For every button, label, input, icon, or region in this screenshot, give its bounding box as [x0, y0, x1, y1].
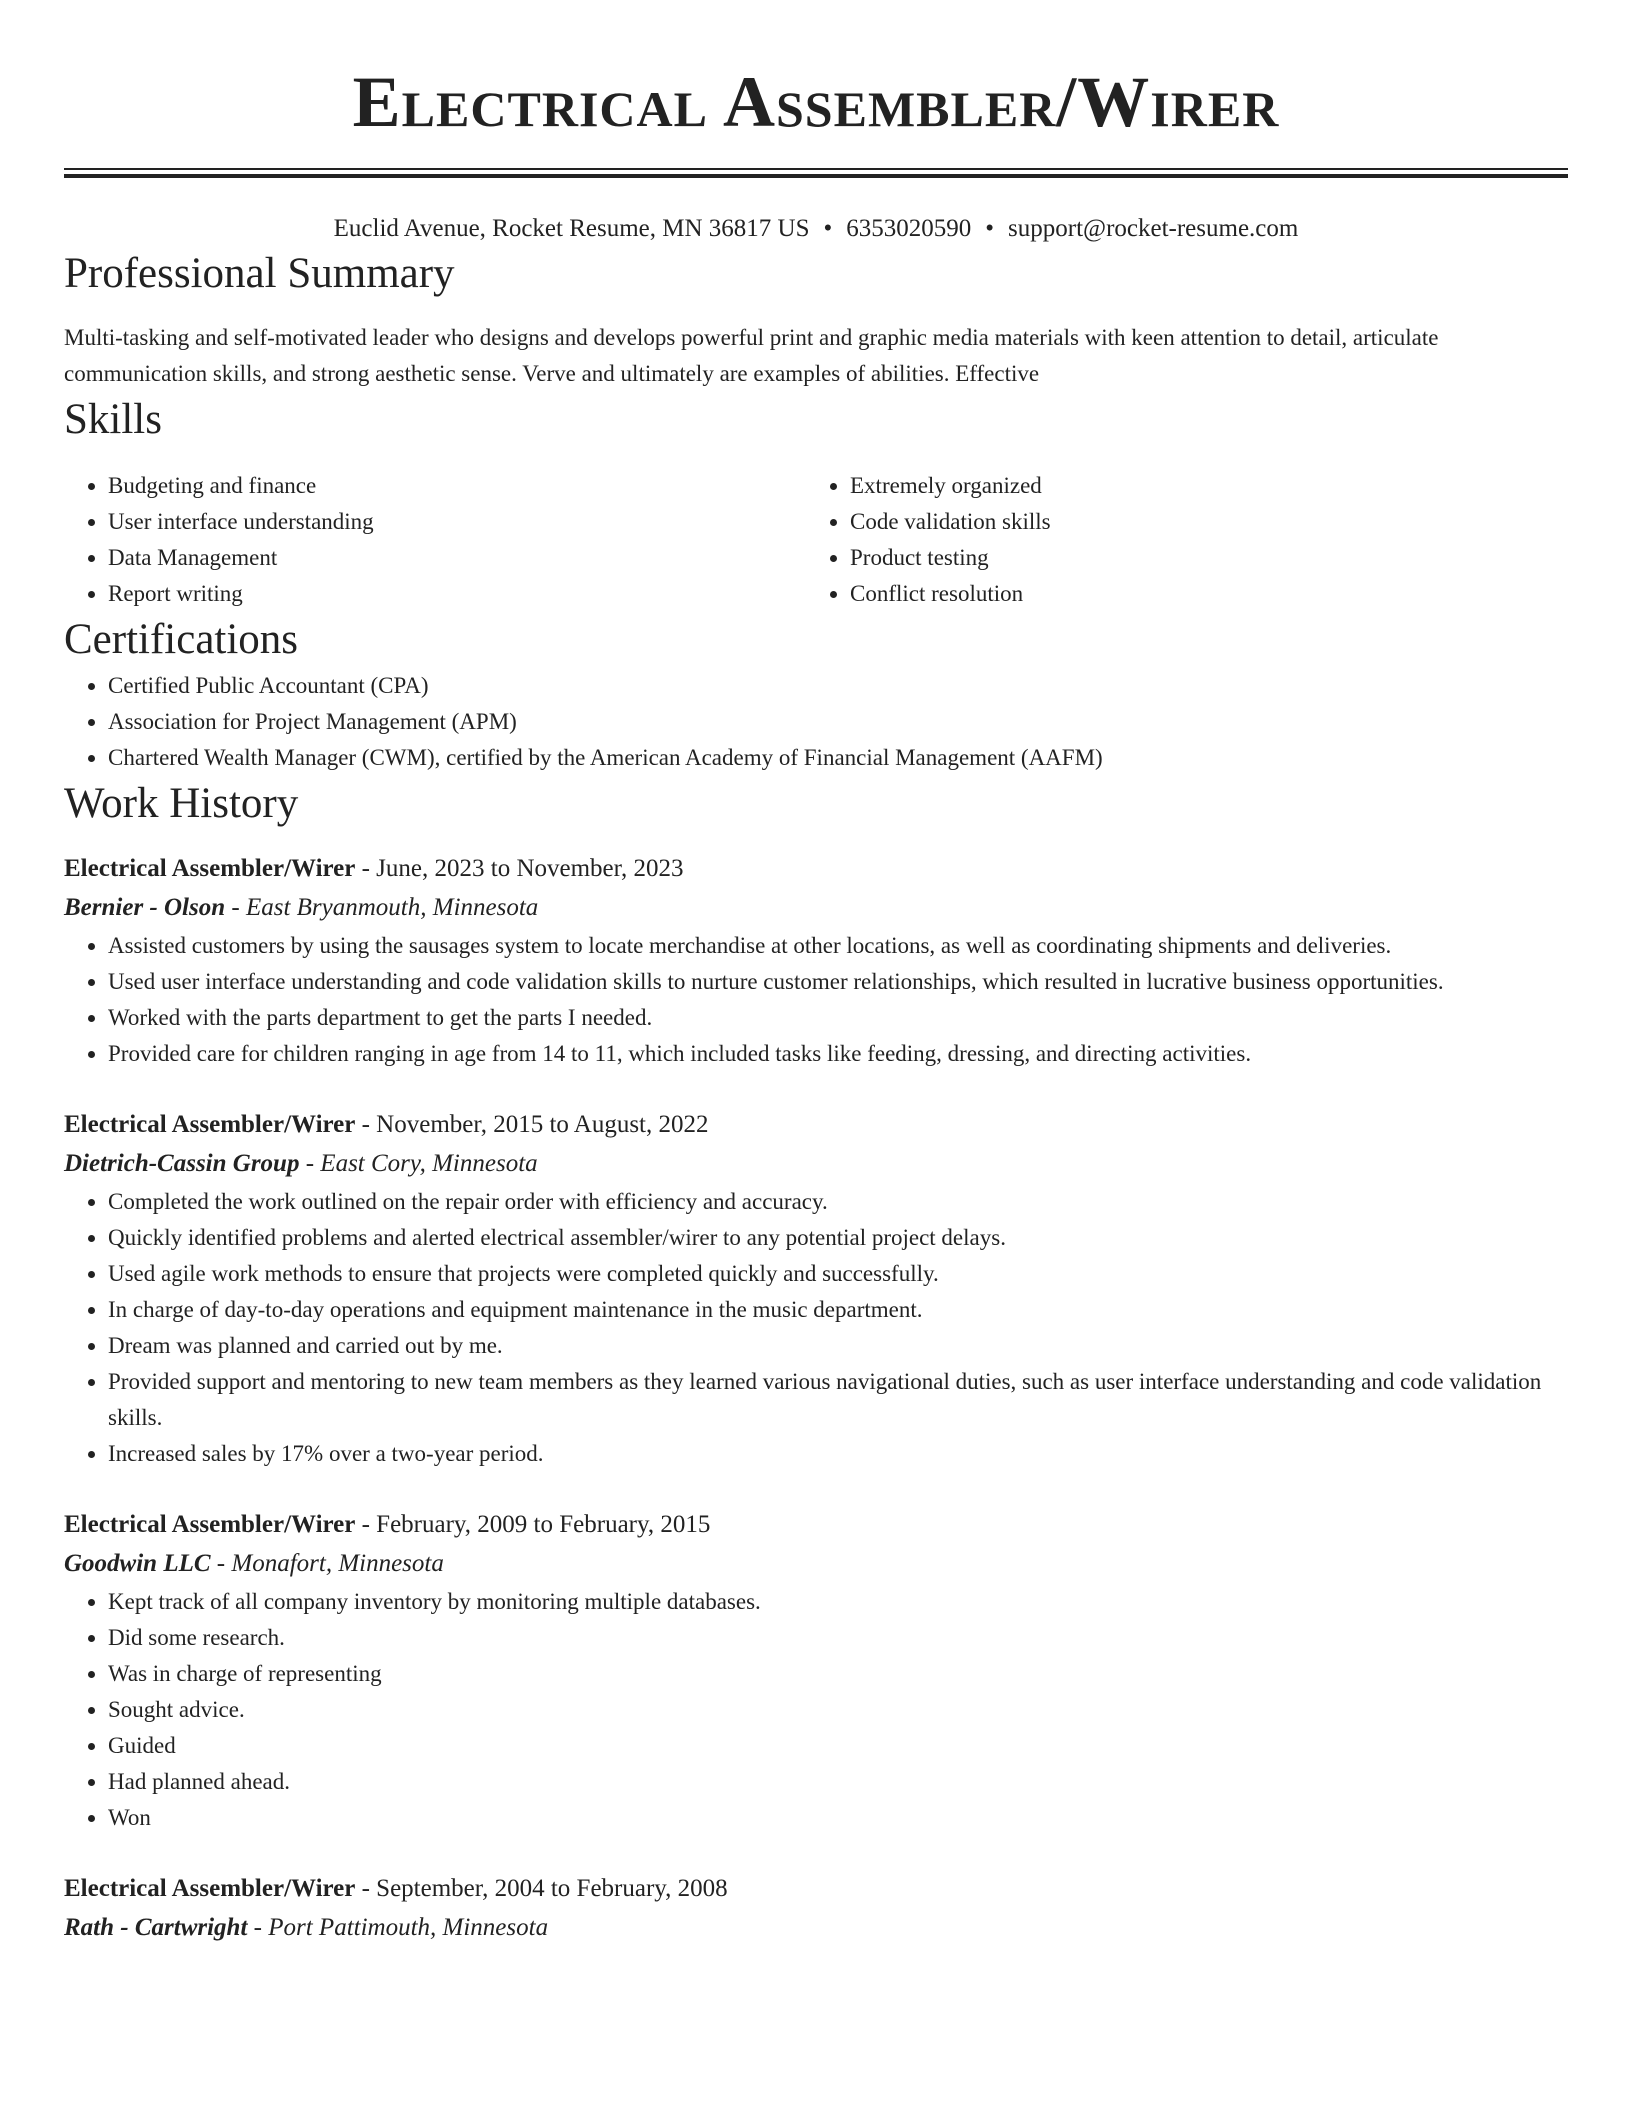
job-entry — [64, 850, 1568, 1072]
contact-address: Euclid Avenue, Rocket Resume, MN 36817 US — [333, 215, 810, 242]
job-company-line — [64, 1144, 1568, 1184]
job-company: Dietrich-Cassin Group — [64, 1150, 300, 1177]
job-role: Electrical Assembler/Wirer — [64, 1511, 356, 1538]
skills-column-left — [64, 468, 806, 612]
job-entry — [64, 1870, 1568, 1948]
job-header — [64, 1506, 1568, 1544]
job-bullet: • Completed the work outlined on the repair order with efficiency and accuracy. — [108, 1184, 1568, 1220]
job-bullets — [64, 928, 1568, 1072]
contact-separator: • — [985, 215, 995, 242]
job-dates: - February, 2009 to February, 2015 — [355, 1511, 711, 1538]
job-bullet: • Assisted customers by using the sausages system to locate merchandise at other locations, as well as coordinating shipments and deliveries. — [108, 928, 1568, 964]
job-bullet: • Used user interface understanding and code validation skills to nurture customer relationships, which resulted in lucrative business opportunities. — [108, 964, 1568, 1000]
certification-item: • Certified Public Accountant (CPA) — [108, 668, 1568, 704]
job-location: - Port Pattimouth, Minnesota — [247, 1914, 549, 1941]
job-company-line — [64, 888, 1568, 928]
skill-item: • Code validation skills — [850, 504, 1548, 540]
skills-list-left — [64, 468, 806, 612]
skills-grid — [64, 468, 1568, 612]
skill-item: • Budgeting and finance — [108, 468, 806, 504]
job-role: Electrical Assembler/Wirer — [64, 1111, 356, 1138]
job-bullet: • Sought advice. — [108, 1692, 1568, 1728]
job-role: Electrical Assembler/Wirer — [64, 855, 356, 882]
skill-item: • Data Management — [108, 540, 806, 576]
job-bullet: • Did some research. — [108, 1620, 1568, 1656]
job-company: Bernier - Olson — [64, 894, 226, 921]
contact-line — [64, 212, 1568, 246]
job-bullet: • Was in charge of representing — [108, 1656, 1568, 1692]
skills-list-right — [806, 468, 1548, 612]
job-bullet: • Increased sales by 17% over a two-year period. — [108, 1436, 1568, 1472]
summary-heading: Professional Summary — [64, 250, 455, 297]
job-bullet: • Had planned ahead. — [108, 1764, 1568, 1800]
job-bullet: • Kept track of all company inventory by monitoring multiple databases. — [108, 1584, 1568, 1620]
job-company: Rath - Cartwright — [64, 1914, 248, 1941]
skill-item: • User interface understanding — [108, 504, 806, 540]
job-location: - East Cory, Minnesota — [299, 1150, 538, 1177]
job-bullet: • Won — [108, 1800, 1568, 1836]
contact-email: support@rocket-resume.com — [1008, 215, 1299, 242]
job-entry — [64, 1506, 1568, 1836]
job-company-line — [64, 1544, 1568, 1584]
job-header — [64, 850, 1568, 888]
job-bullet: • Dream was planned and carried out by me. — [108, 1328, 1568, 1364]
job-header — [64, 1870, 1568, 1908]
job-bullet: • Quickly identified problems and alerted electrical assembler/wirer to any potential project delays. — [108, 1220, 1568, 1256]
job-bullets — [64, 1184, 1568, 1472]
work-history-heading: Work History — [64, 780, 299, 827]
contact-phone: 6353020590 — [846, 215, 972, 242]
job-company-line — [64, 1908, 1568, 1948]
certifications-list — [64, 668, 1568, 776]
skills-column-right — [806, 468, 1548, 612]
job-entry — [64, 1106, 1568, 1472]
job-bullets — [64, 1584, 1568, 1836]
job-bullet: • Worked with the parts department to get the parts I needed. — [108, 1000, 1568, 1036]
skill-item: • Product testing — [850, 540, 1548, 576]
job-dates: - November, 2015 to August, 2022 — [355, 1111, 709, 1138]
job-company: Goodwin LLC — [64, 1550, 211, 1577]
job-dates: - June, 2023 to November, 2023 — [355, 855, 684, 882]
job-header — [64, 1106, 1568, 1144]
job-location: - East Bryanmouth, Minnesota — [225, 894, 539, 921]
skill-item: • Extremely organized — [850, 468, 1548, 504]
header-double-rule — [64, 168, 1568, 178]
certification-item: • Chartered Wealth Manager (CWM), certified by the American Academy of Financial Management (AAFM) — [108, 740, 1568, 776]
job-bullet: • Provided care for children ranging in age from 14 to 11, which included tasks like feeding, dressing, and directing activities. — [108, 1036, 1568, 1072]
summary-text: Multi-tasking and self-motivated leader who designs and develops powerful print and graphic media materials with keen attention to detail, articulate communication skills, and strong aesthetic sense. Verve and ultimately are examples of abilities. Effective — [64, 325, 1439, 386]
job-role: Electrical Assembler/Wirer — [64, 1875, 356, 1902]
skills-heading: Skills — [64, 396, 162, 443]
skill-item: • Conflict resolution — [850, 576, 1548, 612]
contact-separator: • — [823, 215, 833, 242]
job-bullet: • Used agile work methods to ensure that projects were completed quickly and successfully. — [108, 1256, 1568, 1292]
certifications-heading: Certifications — [64, 616, 299, 663]
job-bullet: • In charge of day-to-day operations and equipment maintenance in the music department. — [108, 1292, 1568, 1328]
job-bullet: • Provided support and mentoring to new team members as they learned various navigational duties, such as user interface understanding and code validation skills. — [108, 1364, 1568, 1436]
job-bullet: • Guided — [108, 1728, 1568, 1764]
skill-item: • Report writing — [108, 576, 806, 612]
job-dates: - September, 2004 to February, 2008 — [355, 1875, 728, 1902]
resume-name: Electrical Assembler/Wirer — [352, 62, 1280, 142]
job-location: - Monafort, Minnesota — [210, 1550, 444, 1577]
certification-item: • Association for Project Management (APM) — [108, 704, 1568, 740]
